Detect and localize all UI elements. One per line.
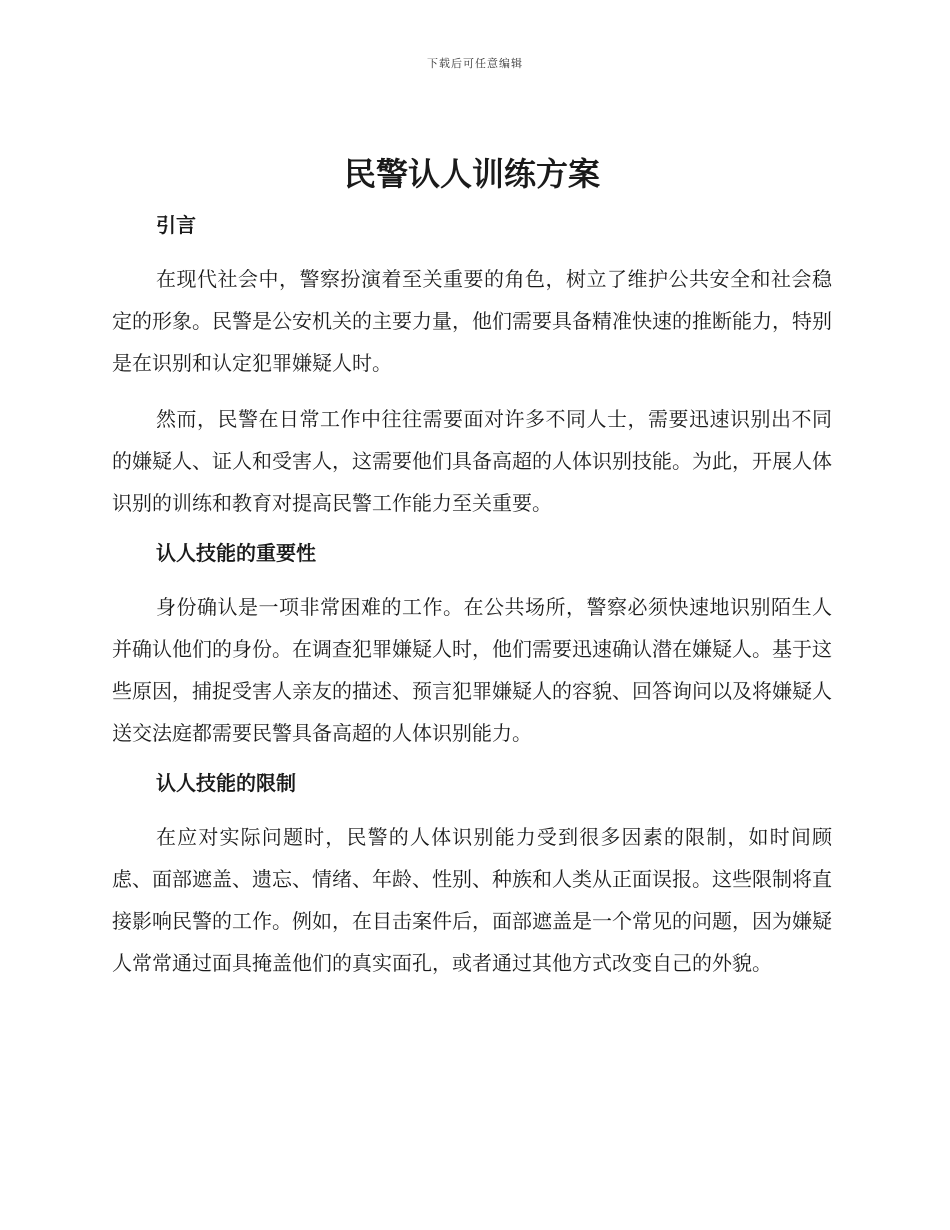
section-limitations	[112, 768, 832, 984]
paragraph: 在应对实际问题时，民警的人体识别能力受到很多因素的限制，如时间顾虑、面部遮盖、遗忘、情绪、年龄、性别、种族和人类从正面误报。这些限制将直接影响民警的工作。例如，在目击案件后，面部遮盖是一个常见的问题，因为嫌疑人常常通过面具掩盖他们的真实面孔，或者通过其他方式改变自己的外貌。	[112, 825, 832, 975]
section-introduction	[112, 210, 832, 524]
paragraph: 身份确认是一项非常困难的工作。在公共场所，警察必须快速地识别陌生人并确认他们的身份。在调查犯罪嫌疑人时，他们需要迅速确认潜在嫌疑人。基于这些原因，捕捉受害人亲友的描述、预言犯罪嫌疑人的容貌、回答询问以及将嫌疑人送交法庭都需要民警具备高超的人体识别能力。	[112, 595, 832, 745]
section-importance	[112, 538, 832, 754]
paragraph: 在现代社会中，警察扮演着至关重要的角色，树立了维护公共安全和社会稳定的形象。民警是公安机关的主要力量，他们需要具备精准快速的推断能力，特别是在识别和认定犯罪嫌疑人时。	[112, 267, 832, 375]
document-body	[112, 150, 832, 998]
page-header: 下载后可任意编辑	[427, 57, 523, 70]
section-heading: 认人技能的重要性	[156, 541, 316, 565]
document-title: 民警认人训练方案	[343, 155, 600, 193]
section-heading: 认人技能的限制	[156, 771, 296, 795]
section-heading: 引言	[156, 213, 196, 237]
paragraph: 然而，民警在日常工作中往往需要面对许多不同人士，需要迅速识别出不同的嫌疑人、证人和受害人，这需要他们具备高超的人体识别技能。为此，开展人体识别的训练和教育对提高民警工作能力至关重要。	[112, 407, 832, 515]
